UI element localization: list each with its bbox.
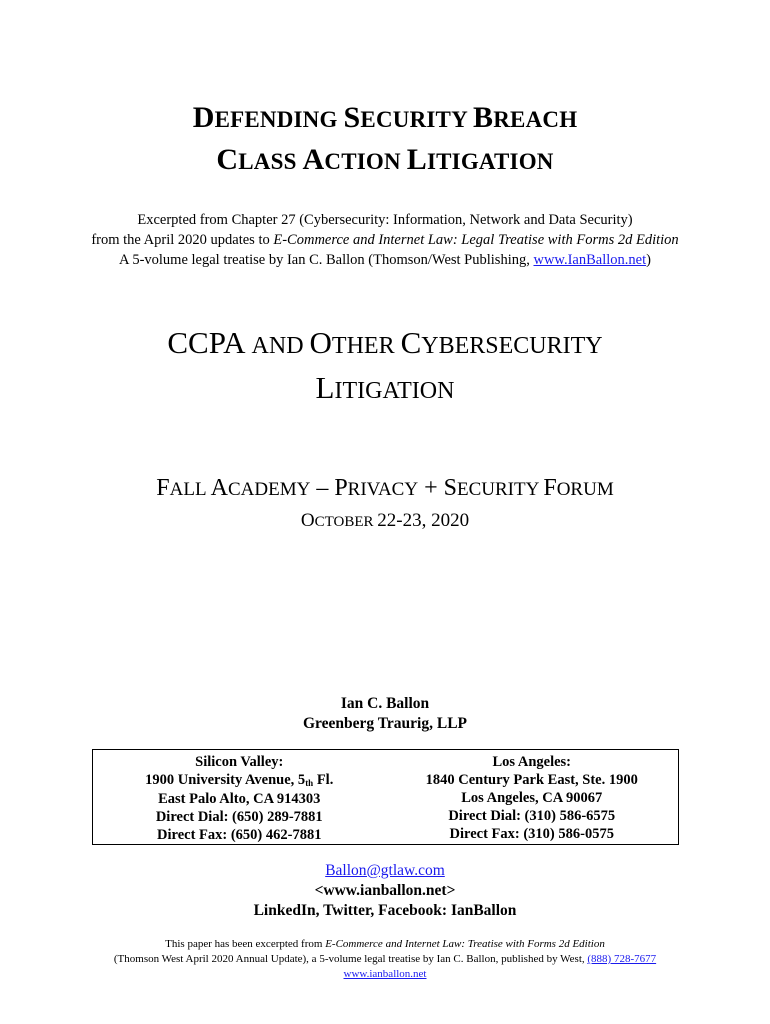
website-text: <www.ianballon.net> <box>314 882 456 899</box>
office-los-angeles <box>386 750 679 845</box>
office-address-line-1: 1900 University Avenue, 5th Fl. <box>145 772 334 788</box>
office-direct-dial: Direct Dial: (650) 289-7881 <box>155 809 323 825</box>
office-direct-dial: Direct Dial: (310) 586-6575 <box>448 808 616 824</box>
ianballon-link[interactable]: www.IanBallon.net <box>533 252 647 268</box>
office-address-line-1: 1840 Century Park East, Ste. 1900 <box>425 772 638 788</box>
office-address-line-2: Los Angeles, CA 90067 <box>461 790 603 806</box>
author-name: Ian C. Ballon <box>340 695 430 712</box>
author-firm: Greenberg Traurig, LLP <box>302 715 468 732</box>
footer-line-3 <box>0 967 770 982</box>
office-direct-fax: Direct Fax: (650) 462-7881 <box>157 827 322 843</box>
offices-table <box>92 749 679 845</box>
office-heading: Los Angeles: <box>492 754 572 770</box>
social-handles: LinkedIn, Twitter, Facebook: IanBallon <box>253 902 517 919</box>
excerpt-line-3: A 5-volume legal treatise by Ian C. Ballon (Thomson/West Publishing, www.IanBallon.net) <box>119 252 651 268</box>
ccpa-heading <box>0 322 770 412</box>
footer-line-2: (Thomson West April 2020 Annual Update), a 5-volume legal treatise by Ian C. Ballon, published by West, (888) 728-7677 <box>113 953 657 965</box>
contact-block <box>0 861 770 921</box>
treatise-title: E-Commerce and Internet Law: Legal Treatise with Forms 2d Edition <box>273 232 679 248</box>
office-address-line-2: East Palo Alto, CA 914303 <box>158 791 321 807</box>
title-line-1: DEFENDING SECURITY BREACH <box>192 101 578 134</box>
ccpa-line-1: CCPA AND OTHER CYBERSECURITY <box>167 325 603 360</box>
office-heading: Silicon Valley: <box>195 754 284 770</box>
forum-heading: FALL ACADEMY – PRIVACY + SECURITY FORUM <box>156 475 614 501</box>
excerpt-line-2: from the April 2020 updates to E-Commerce and Internet Law: Legal Treatise with Forms 2d Edition <box>91 232 679 248</box>
event-date: OCTOBER 22-23, 2020 <box>300 510 470 531</box>
document-title <box>0 98 770 182</box>
title-line-2: CLASS ACTION LITIGATION <box>216 143 554 176</box>
office-silicon-valley <box>93 750 386 845</box>
footer-website-link[interactable]: www.ianballon.net <box>343 968 427 980</box>
excerpt-line-1: Excerpted from Chapter 27 (Cybersecurity: Information, Network and Data Security) <box>137 212 633 228</box>
phone-link[interactable]: (888) 728-7677 <box>587 953 657 965</box>
ccpa-line-2: LITIGATION <box>315 370 455 405</box>
office-direct-fax: Direct Fax: (310) 586-0575 <box>449 826 614 842</box>
excerpt-note <box>0 210 770 270</box>
email-link[interactable]: Ballon@gtlaw.com <box>325 862 445 879</box>
footer-line-1: This paper has been excerpted from E-Commerce and Internet Law: Treatise with Forms 2d Edition <box>165 938 605 950</box>
footer-note <box>0 937 770 982</box>
author-block <box>0 694 770 734</box>
